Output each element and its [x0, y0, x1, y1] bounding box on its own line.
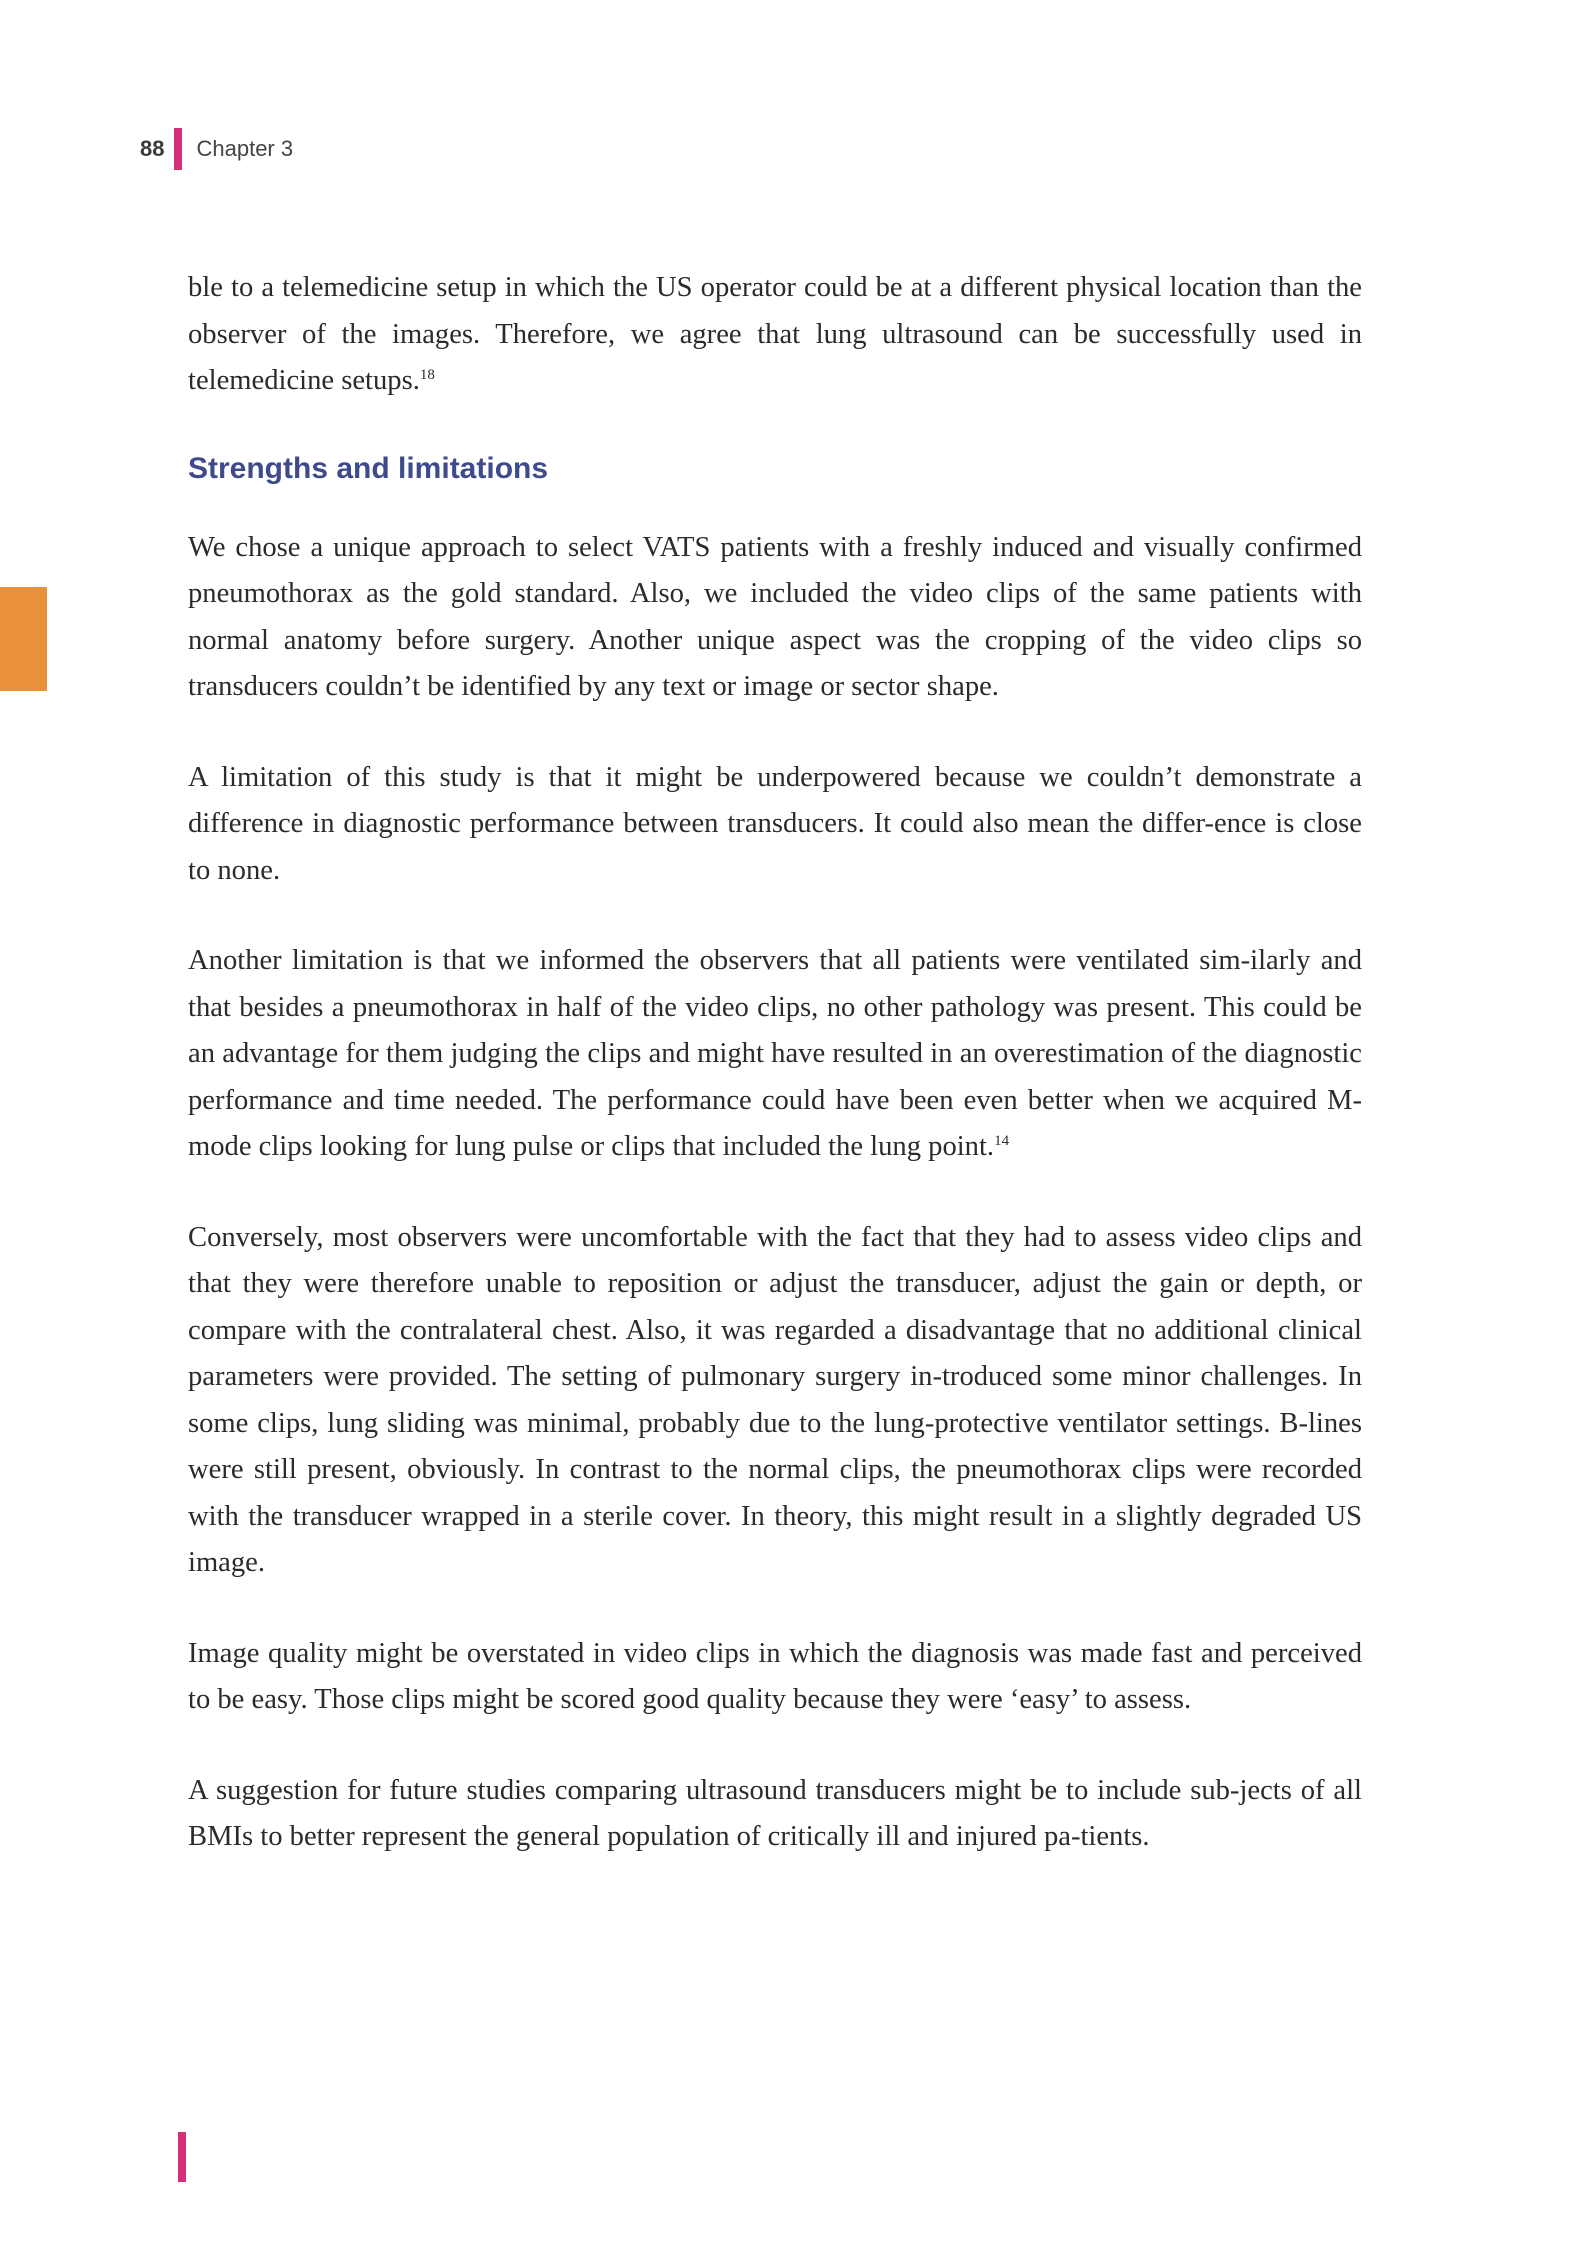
citation-ref: 18	[419, 367, 435, 383]
paragraph: We chose a unique approach to select VATS patients with a freshly induced and visually confirmed pneumothorax as the gold standard. Also, we included the video clips of the same patients with normal anatomy before surgery. Another unique aspect was the cropping of the video clips so transducers couldn’t be identified by any text or image or sector shape.	[188, 531, 1362, 702]
running-header	[140, 128, 293, 170]
page-body	[188, 265, 1362, 1905]
page-number: 88	[140, 136, 165, 161]
paragraph-text: ble to a telemedicine setup in which the US operator could be at a different physical location than the observer of the images. Therefore, we agree that lung ultrasound can be successfully used in telemedicine setups.	[188, 272, 1362, 396]
footer-accent-bar	[178, 2132, 186, 2182]
paragraph: Image quality might be overstated in video clips in which the diagnosis was made fast and perceived to be easy. Those clips might be scored good quality because they were ‘easy’ to assess.	[188, 1637, 1362, 1715]
chapter-label: Chapter 3	[196, 136, 294, 161]
citation-ref: 14	[994, 1133, 1010, 1149]
header-accent-bar	[174, 128, 182, 170]
paragraph: A suggestion for future studies comparing ultrasound transducers might be to include sub-jects of all BMIs to better represent the general population of critically ill and injured pa-tients.	[188, 1774, 1362, 1852]
paragraph-text: Another limitation is that we informed the observers that all patients were ventilated sim-ilarly and that besides a pneumothorax in half of the video clips, no other pathology was present. This could be an advantage for them judging the clips and might have resulted in an overestimation of the diagnostic performance and time needed. The performance could have been even better when we acquired M-mode clips looking for lung pulse or clips that included the lung point.	[188, 945, 1362, 1162]
paragraph: Conversely, most observers were uncomfortable with the fact that they had to assess video clips and that they were therefore unable to reposition or adjust the transducer, adjust the gain or depth, or compare with the contralateral chest. Also, it was regarded a disadvantage that no additional clinical parameters were provided. The setting of pulmonary surgery in-troduced some minor challenges. In some clips, lung sliding was minimal, probably due to the lung-protective ventilator settings. B-lines were still present, obviously. In contrast to the normal clips, the pneumothorax clips were recorded with the transducer wrapped in a sterile cover. In theory, this might result in a slightly degraded US image.	[188, 1221, 1362, 1578]
section-heading: Strengths and limitations	[188, 451, 549, 485]
paragraph-continued	[188, 265, 1362, 405]
chapter-thumb-tab	[0, 587, 47, 691]
paragraph: A limitation of this study is that it might be underpowered because we couldn’t demonstrate a difference in diagnostic performance between transducers. It could also mean the differ-ence is close to none.	[188, 761, 1362, 886]
paragraph	[188, 938, 1362, 1171]
